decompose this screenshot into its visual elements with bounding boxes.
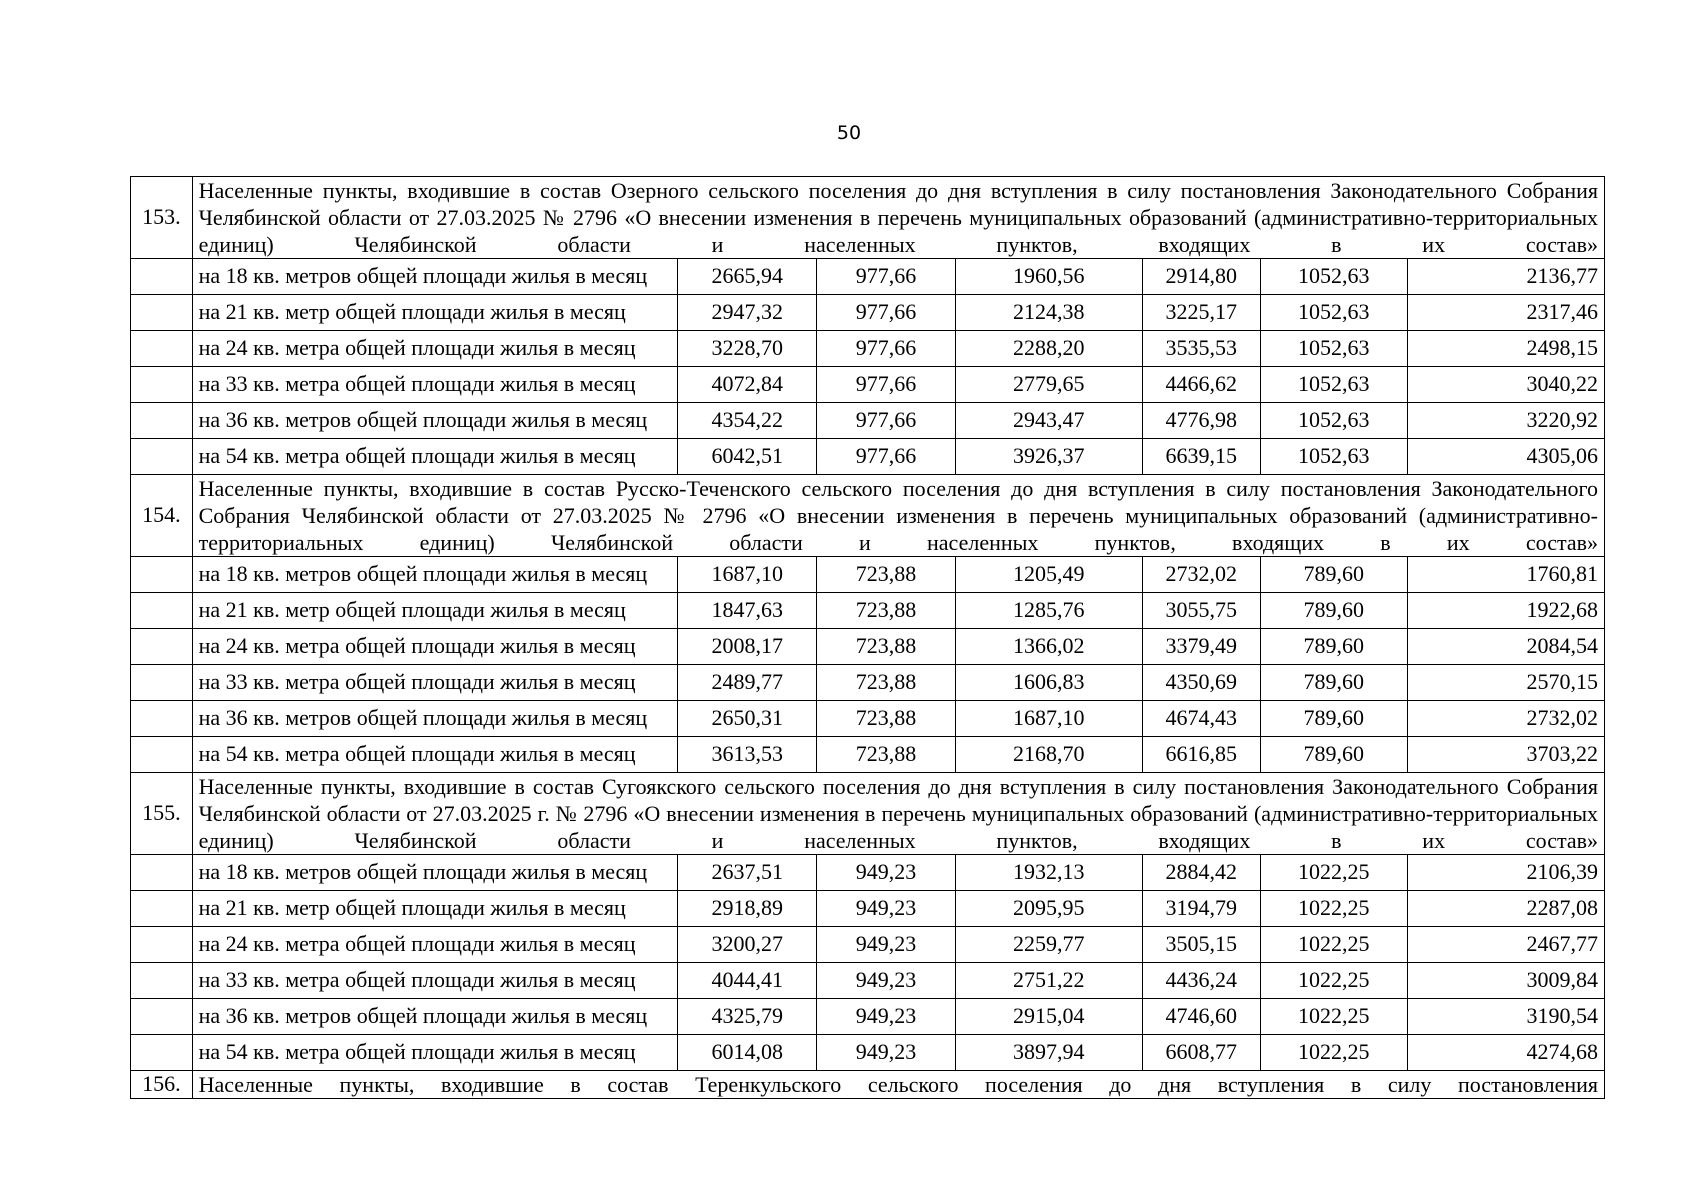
- empty-number-cell: [131, 855, 193, 891]
- value-cell: 1760,81: [1407, 557, 1604, 593]
- empty-number-cell: [131, 701, 193, 737]
- value-cell: 2570,15: [1407, 665, 1604, 701]
- value-cell: 6639,15: [1142, 439, 1260, 475]
- value-cell: 1052,63: [1260, 295, 1407, 331]
- value-cell: 4305,06: [1407, 439, 1604, 475]
- empty-number-cell: [131, 367, 193, 403]
- value-cell: 949,23: [817, 963, 956, 999]
- section-header-row: [131, 1071, 1605, 1099]
- row-label: на 24 кв. метра общей площади жилья в месяц: [192, 927, 678, 963]
- value-cell: 949,23: [817, 891, 956, 927]
- row-label: на 54 кв. метра общей площади жилья в месяц: [192, 439, 678, 475]
- value-cell: 1960,56: [955, 259, 1142, 295]
- value-cell: 2650,31: [678, 701, 817, 737]
- value-cell: 3055,75: [1142, 593, 1260, 629]
- value-cell: 2489,77: [678, 665, 817, 701]
- value-cell: 949,23: [817, 1035, 956, 1071]
- row-label: на 33 кв. метра общей площади жилья в месяц: [192, 367, 678, 403]
- value-cell: 2008,17: [678, 629, 817, 665]
- row-label: на 21 кв. метр общей площади жилья в месяц: [192, 295, 678, 331]
- value-cell: 723,88: [817, 665, 956, 701]
- value-cell: 1922,68: [1407, 593, 1604, 629]
- value-cell: 977,66: [817, 295, 956, 331]
- value-cell: 3194,79: [1142, 891, 1260, 927]
- section-description: Населенные пункты, входившие в состав Озерного сельского поселения до дня вступления в силу постановления Законодательного Собрания Челябинской области от 27.03.2025 № 2796 «О внесении изменения в перечень муниципальных образований (административно-территориальных единиц) Челябинской области и населенных пунктов, входящих в их состав»: [192, 177, 1604, 259]
- value-cell: 2732,02: [1142, 557, 1260, 593]
- value-cell: 2884,42: [1142, 855, 1260, 891]
- value-cell: 789,60: [1260, 629, 1407, 665]
- empty-number-cell: [131, 295, 193, 331]
- value-cell: 3379,49: [1142, 629, 1260, 665]
- value-cell: 2915,04: [955, 999, 1142, 1035]
- section-number: 155.: [131, 773, 193, 855]
- value-cell: 4325,79: [678, 999, 817, 1035]
- value-cell: 949,23: [817, 855, 956, 891]
- row-label: на 36 кв. метров общей площади жилья в месяц: [192, 999, 678, 1035]
- empty-number-cell: [131, 593, 193, 629]
- value-cell: 3897,94: [955, 1035, 1142, 1071]
- value-cell: 949,23: [817, 927, 956, 963]
- empty-number-cell: [131, 1035, 193, 1071]
- value-cell: 2106,39: [1407, 855, 1604, 891]
- empty-number-cell: [131, 963, 193, 999]
- value-cell: 4776,98: [1142, 403, 1260, 439]
- table-row: [131, 891, 1605, 927]
- value-cell: 2914,80: [1142, 259, 1260, 295]
- value-cell: 1052,63: [1260, 259, 1407, 295]
- row-label: на 24 кв. метра общей площади жилья в месяц: [192, 331, 678, 367]
- value-cell: 2287,08: [1407, 891, 1604, 927]
- table-row: [131, 295, 1605, 331]
- value-cell: 1022,25: [1260, 891, 1407, 927]
- row-label: на 18 кв. метров общей площади жилья в месяц: [192, 259, 678, 295]
- value-cell: 977,66: [817, 439, 956, 475]
- value-cell: 2124,38: [955, 295, 1142, 331]
- page-number: 50: [836, 122, 862, 144]
- value-cell: 977,66: [817, 331, 956, 367]
- value-cell: 2665,94: [678, 259, 817, 295]
- value-cell: 4746,60: [1142, 999, 1260, 1035]
- value-cell: 789,60: [1260, 665, 1407, 701]
- table-row: [131, 593, 1605, 629]
- value-cell: 1366,02: [955, 629, 1142, 665]
- value-cell: 977,66: [817, 367, 956, 403]
- table-row: [131, 701, 1605, 737]
- value-cell: 2779,65: [955, 367, 1142, 403]
- section-number: 154.: [131, 475, 193, 557]
- value-cell: 1022,25: [1260, 855, 1407, 891]
- value-cell: 2751,22: [955, 963, 1142, 999]
- value-cell: 3200,27: [678, 927, 817, 963]
- value-cell: 4350,69: [1142, 665, 1260, 701]
- value-cell: 1052,63: [1260, 331, 1407, 367]
- section-description: Населенные пункты, входившие в состав Сугоякского сельского поселения до дня вступления в силу постановления Законодательного Собрания Челябинской области от 27.03.2025 г. № 2796 «О внесении изменения в перечень муниципальных образований (административно-территориальных единиц) Челябинской области и населенных пунктов, входящих в их состав»: [192, 773, 1604, 855]
- value-cell: 6014,08: [678, 1035, 817, 1071]
- value-cell: 789,60: [1260, 737, 1407, 773]
- value-cell: 1052,63: [1260, 367, 1407, 403]
- empty-number-cell: [131, 999, 193, 1035]
- section-description: Населенные пункты, входившие в состав Теренкульского сельского поселения до дня вступления в силу постановления: [192, 1071, 1604, 1099]
- section-header-row: [131, 475, 1605, 557]
- section-header-row: [131, 773, 1605, 855]
- value-cell: 949,23: [817, 999, 956, 1035]
- value-cell: 2317,46: [1407, 295, 1604, 331]
- row-label: на 21 кв. метр общей площади жилья в месяц: [192, 891, 678, 927]
- row-label: на 54 кв. метра общей площади жилья в месяц: [192, 737, 678, 773]
- value-cell: 6608,77: [1142, 1035, 1260, 1071]
- value-cell: 2947,32: [678, 295, 817, 331]
- value-cell: 1022,25: [1260, 927, 1407, 963]
- value-cell: 4466,62: [1142, 367, 1260, 403]
- value-cell: 2136,77: [1407, 259, 1604, 295]
- value-cell: 789,60: [1260, 701, 1407, 737]
- value-cell: 4274,68: [1407, 1035, 1604, 1071]
- empty-number-cell: [131, 665, 193, 701]
- table-row: [131, 557, 1605, 593]
- value-cell: 723,88: [817, 737, 956, 773]
- empty-number-cell: [131, 557, 193, 593]
- value-cell: 4436,24: [1142, 963, 1260, 999]
- value-cell: 1606,83: [955, 665, 1142, 701]
- table-row: [131, 855, 1605, 891]
- table-row: [131, 331, 1605, 367]
- value-cell: 2943,47: [955, 403, 1142, 439]
- table-row: [131, 439, 1605, 475]
- value-cell: 3228,70: [678, 331, 817, 367]
- row-label: на 36 кв. метров общей площади жилья в месяц: [192, 403, 678, 439]
- row-label: на 54 кв. метра общей площади жилья в месяц: [192, 1035, 678, 1071]
- section-header-row: [131, 177, 1605, 259]
- table-row: [131, 927, 1605, 963]
- empty-number-cell: [131, 927, 193, 963]
- value-cell: 977,66: [817, 403, 956, 439]
- table-row: [131, 665, 1605, 701]
- value-cell: 2732,02: [1407, 701, 1604, 737]
- table-row: [131, 403, 1605, 439]
- value-cell: 3220,92: [1407, 403, 1604, 439]
- value-cell: 1285,76: [955, 593, 1142, 629]
- empty-number-cell: [131, 331, 193, 367]
- row-label: на 18 кв. метров общей площади жилья в месяц: [192, 557, 678, 593]
- empty-number-cell: [131, 891, 193, 927]
- value-cell: 2288,20: [955, 331, 1142, 367]
- value-cell: 2084,54: [1407, 629, 1604, 665]
- empty-number-cell: [131, 403, 193, 439]
- value-cell: 6042,51: [678, 439, 817, 475]
- table-row: [131, 963, 1605, 999]
- row-label: на 21 кв. метр общей площади жилья в месяц: [192, 593, 678, 629]
- value-cell: 789,60: [1260, 593, 1407, 629]
- value-cell: 2095,95: [955, 891, 1142, 927]
- value-cell: 723,88: [817, 557, 956, 593]
- tariff-table: [130, 176, 1605, 1099]
- value-cell: 2918,89: [678, 891, 817, 927]
- value-cell: 1932,13: [955, 855, 1142, 891]
- value-cell: 1052,63: [1260, 439, 1407, 475]
- table-row: [131, 1035, 1605, 1071]
- value-cell: 1022,25: [1260, 1035, 1407, 1071]
- value-cell: 3225,17: [1142, 295, 1260, 331]
- value-cell: 3613,53: [678, 737, 817, 773]
- value-cell: 1205,49: [955, 557, 1142, 593]
- section-number: 156.: [131, 1071, 193, 1099]
- row-label: на 36 кв. метров общей площади жилья в месяц: [192, 701, 678, 737]
- value-cell: 723,88: [817, 593, 956, 629]
- row-label: на 33 кв. метра общей площади жилья в месяц: [192, 665, 678, 701]
- row-label: на 33 кв. метра общей площади жилья в месяц: [192, 963, 678, 999]
- value-cell: 3505,15: [1142, 927, 1260, 963]
- value-cell: 1847,63: [678, 593, 817, 629]
- value-cell: 2637,51: [678, 855, 817, 891]
- table-row: [131, 259, 1605, 295]
- value-cell: 789,60: [1260, 557, 1407, 593]
- value-cell: 723,88: [817, 629, 956, 665]
- value-cell: 723,88: [817, 701, 956, 737]
- value-cell: 3926,37: [955, 439, 1142, 475]
- section-number: 153.: [131, 177, 193, 259]
- value-cell: 977,66: [817, 259, 956, 295]
- empty-number-cell: [131, 737, 193, 773]
- value-cell: 6616,85: [1142, 737, 1260, 773]
- empty-number-cell: [131, 629, 193, 665]
- value-cell: 3040,22: [1407, 367, 1604, 403]
- value-cell: 3009,84: [1407, 963, 1604, 999]
- value-cell: 1687,10: [678, 557, 817, 593]
- value-cell: 3190,54: [1407, 999, 1604, 1035]
- row-label: на 18 кв. метров общей площади жилья в месяц: [192, 855, 678, 891]
- value-cell: 1687,10: [955, 701, 1142, 737]
- table-row: [131, 629, 1605, 665]
- value-cell: 4674,43: [1142, 701, 1260, 737]
- value-cell: 1022,25: [1260, 999, 1407, 1035]
- empty-number-cell: [131, 259, 193, 295]
- value-cell: 4354,22: [678, 403, 817, 439]
- value-cell: 2467,77: [1407, 927, 1604, 963]
- value-cell: 2168,70: [955, 737, 1142, 773]
- value-cell: 1022,25: [1260, 963, 1407, 999]
- value-cell: 1052,63: [1260, 403, 1407, 439]
- table-row: [131, 737, 1605, 773]
- value-cell: 2498,15: [1407, 331, 1604, 367]
- value-cell: 3703,22: [1407, 737, 1604, 773]
- value-cell: 3535,53: [1142, 331, 1260, 367]
- section-description: Населенные пункты, входившие в состав Русско-Теченского сельского поселения до дня вступления в силу постановления Законодательного Собрания Челябинской области от 27.03.2025 № 2796 «О внесении изменения в перечень муниципальных образований (административно-территориальных единиц) Челябинской области и населенных пунктов, входящих в их состав»: [192, 475, 1604, 557]
- value-cell: 2259,77: [955, 927, 1142, 963]
- value-cell: 4072,84: [678, 367, 817, 403]
- row-label: на 24 кв. метра общей площади жилья в месяц: [192, 629, 678, 665]
- table-row: [131, 999, 1605, 1035]
- table-row: [131, 367, 1605, 403]
- empty-number-cell: [131, 439, 193, 475]
- value-cell: 4044,41: [678, 963, 817, 999]
